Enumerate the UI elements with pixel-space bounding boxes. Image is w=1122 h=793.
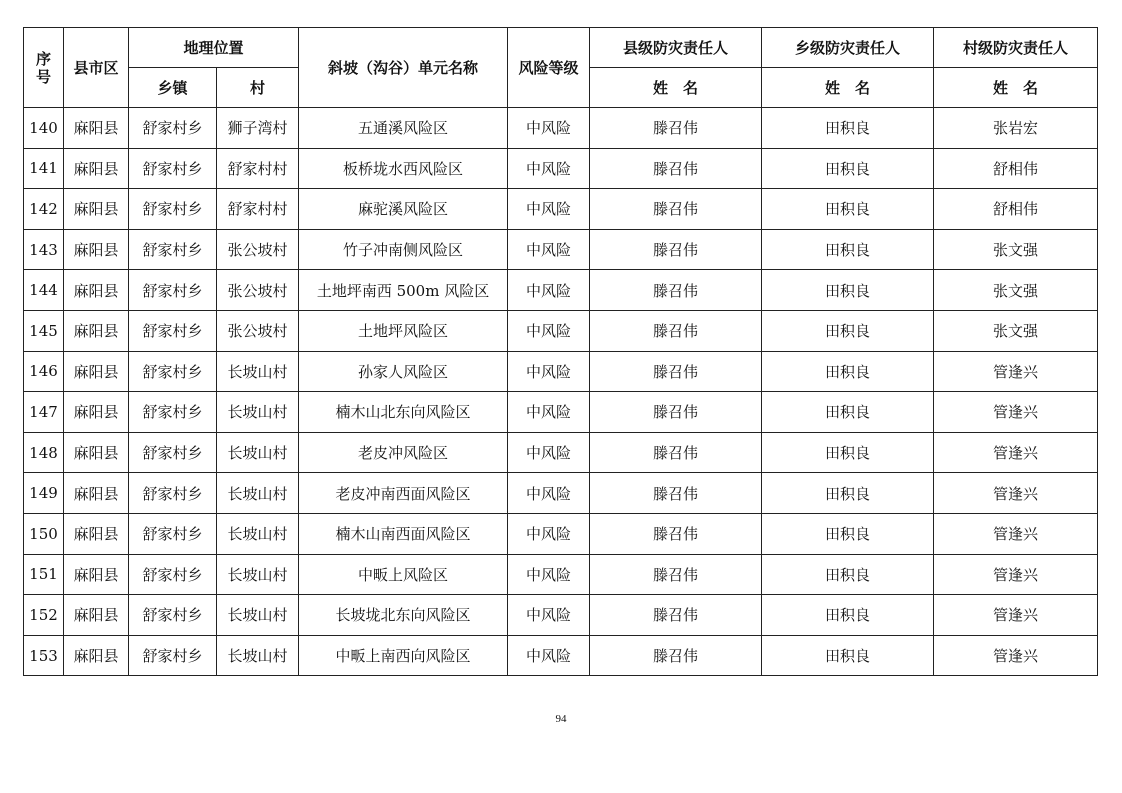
cell-village-responsible: 舒相伟 bbox=[934, 189, 1098, 230]
cell-county: 麻阳县 bbox=[64, 351, 129, 392]
cell-township-responsible: 田积良 bbox=[762, 513, 934, 554]
cell-seq: 149 bbox=[24, 473, 64, 514]
cell-county-responsible: 滕召伟 bbox=[590, 229, 762, 270]
cell-risk-level: 中风险 bbox=[508, 189, 590, 230]
header-seq-line2: 号 bbox=[35, 67, 51, 86]
risk-area-table bbox=[23, 27, 1098, 676]
cell-township-responsible: 田积良 bbox=[762, 189, 934, 230]
cell-county: 麻阳县 bbox=[64, 595, 129, 636]
header-county-responsible: 县级防灾责任人 bbox=[590, 28, 762, 68]
header-village-responsible: 村级防灾责任人 bbox=[934, 28, 1098, 68]
cell-risk-level: 中风险 bbox=[508, 270, 590, 311]
cell-risk-level: 中风险 bbox=[508, 554, 590, 595]
cell-risk-level: 中风险 bbox=[508, 635, 590, 676]
cell-village: 长坡山村 bbox=[217, 351, 299, 392]
header-slope-name: 斜坡（沟谷）单元名称 bbox=[299, 28, 508, 108]
cell-risk-level: 中风险 bbox=[508, 392, 590, 433]
cell-township: 舒家村乡 bbox=[129, 473, 217, 514]
cell-village-responsible: 张岩宏 bbox=[934, 108, 1098, 149]
header-seq bbox=[24, 28, 64, 108]
cell-township: 舒家村乡 bbox=[129, 310, 217, 351]
cell-risk-level: 中风险 bbox=[508, 513, 590, 554]
cell-township-responsible: 田积良 bbox=[762, 432, 934, 473]
cell-county: 麻阳县 bbox=[64, 635, 129, 676]
cell-county: 麻阳县 bbox=[64, 148, 129, 189]
header-county-name: 姓 名 bbox=[590, 68, 762, 108]
cell-slope-name: 长坡垅北东向风险区 bbox=[299, 595, 508, 636]
table-row bbox=[24, 635, 1098, 676]
cell-township-responsible: 田积良 bbox=[762, 270, 934, 311]
header-location: 地理位置 bbox=[129, 28, 299, 68]
cell-township: 舒家村乡 bbox=[129, 351, 217, 392]
cell-seq: 150 bbox=[24, 513, 64, 554]
cell-township-responsible: 田积良 bbox=[762, 392, 934, 433]
cell-township: 舒家村乡 bbox=[129, 392, 217, 433]
cell-village-responsible: 管逢兴 bbox=[934, 432, 1098, 473]
cell-village-responsible: 管逢兴 bbox=[934, 513, 1098, 554]
cell-village-responsible: 管逢兴 bbox=[934, 635, 1098, 676]
cell-village: 舒家村村 bbox=[217, 189, 299, 230]
cell-slope-name: 楠木山南西面风险区 bbox=[299, 513, 508, 554]
cell-county: 麻阳县 bbox=[64, 432, 129, 473]
table-row bbox=[24, 473, 1098, 514]
table-header bbox=[24, 28, 1098, 108]
cell-county-responsible: 滕召伟 bbox=[590, 554, 762, 595]
cell-risk-level: 中风险 bbox=[508, 351, 590, 392]
cell-risk-level: 中风险 bbox=[508, 148, 590, 189]
cell-village: 长坡山村 bbox=[217, 392, 299, 433]
table-row bbox=[24, 189, 1098, 230]
cell-risk-level: 中风险 bbox=[508, 473, 590, 514]
cell-county: 麻阳县 bbox=[64, 270, 129, 311]
cell-township: 舒家村乡 bbox=[129, 635, 217, 676]
cell-village-responsible: 管逢兴 bbox=[934, 554, 1098, 595]
cell-risk-level: 中风险 bbox=[508, 108, 590, 149]
cell-risk-level: 中风险 bbox=[508, 310, 590, 351]
cell-county-responsible: 滕召伟 bbox=[590, 351, 762, 392]
cell-village: 张公坡村 bbox=[217, 310, 299, 351]
cell-village-responsible: 舒相伟 bbox=[934, 148, 1098, 189]
cell-risk-level: 中风险 bbox=[508, 432, 590, 473]
cell-village-responsible: 张文强 bbox=[934, 270, 1098, 311]
cell-village: 舒家村村 bbox=[217, 148, 299, 189]
cell-seq: 151 bbox=[24, 554, 64, 595]
cell-township-responsible: 田积良 bbox=[762, 595, 934, 636]
cell-county-responsible: 滕召伟 bbox=[590, 270, 762, 311]
table-row bbox=[24, 108, 1098, 149]
table-row bbox=[24, 554, 1098, 595]
cell-seq: 144 bbox=[24, 270, 64, 311]
table-row bbox=[24, 432, 1098, 473]
cell-county-responsible: 滕召伟 bbox=[590, 595, 762, 636]
cell-slope-name: 孙家人风险区 bbox=[299, 351, 508, 392]
cell-village-responsible: 管逢兴 bbox=[934, 351, 1098, 392]
cell-county: 麻阳县 bbox=[64, 513, 129, 554]
cell-slope-name: 五通溪风险区 bbox=[299, 108, 508, 149]
cell-county-responsible: 滕召伟 bbox=[590, 635, 762, 676]
cell-seq: 146 bbox=[24, 351, 64, 392]
cell-county-responsible: 滕召伟 bbox=[590, 148, 762, 189]
table-row bbox=[24, 148, 1098, 189]
cell-slope-name: 麻驼溪风险区 bbox=[299, 189, 508, 230]
table-row bbox=[24, 310, 1098, 351]
header-township-name: 姓 名 bbox=[762, 68, 934, 108]
cell-township: 舒家村乡 bbox=[129, 513, 217, 554]
cell-county-responsible: 滕召伟 bbox=[590, 189, 762, 230]
header-county: 县市区 bbox=[64, 28, 129, 108]
cell-county: 麻阳县 bbox=[64, 473, 129, 514]
cell-seq: 145 bbox=[24, 310, 64, 351]
header-seq-line1: 序 bbox=[35, 49, 51, 68]
cell-slope-name: 土地坪南西 500m 风险区 bbox=[299, 270, 508, 311]
cell-county-responsible: 滕召伟 bbox=[590, 392, 762, 433]
cell-county: 麻阳县 bbox=[64, 554, 129, 595]
cell-slope-name: 土地坪风险区 bbox=[299, 310, 508, 351]
table-row bbox=[24, 392, 1098, 433]
cell-village-responsible: 管逢兴 bbox=[934, 392, 1098, 433]
table-row bbox=[24, 351, 1098, 392]
table-row bbox=[24, 595, 1098, 636]
cell-township-responsible: 田积良 bbox=[762, 229, 934, 270]
page-number: 94 bbox=[555, 713, 567, 725]
cell-village: 长坡山村 bbox=[217, 432, 299, 473]
table-body bbox=[24, 108, 1098, 676]
cell-village-responsible: 管逢兴 bbox=[934, 595, 1098, 636]
header-risk-level: 风险等级 bbox=[508, 28, 590, 108]
header-township: 乡镇 bbox=[129, 68, 217, 108]
cell-county-responsible: 滕召伟 bbox=[590, 473, 762, 514]
cell-township: 舒家村乡 bbox=[129, 554, 217, 595]
cell-county-responsible: 滕召伟 bbox=[590, 310, 762, 351]
cell-seq: 153 bbox=[24, 635, 64, 676]
cell-village: 长坡山村 bbox=[217, 554, 299, 595]
cell-slope-name: 板桥垅水西风险区 bbox=[299, 148, 508, 189]
table-row bbox=[24, 270, 1098, 311]
cell-county: 麻阳县 bbox=[64, 392, 129, 433]
cell-seq: 140 bbox=[24, 108, 64, 149]
cell-county-responsible: 滕召伟 bbox=[590, 432, 762, 473]
cell-seq: 142 bbox=[24, 189, 64, 230]
cell-slope-name: 老皮冲风险区 bbox=[299, 432, 508, 473]
cell-village: 狮子湾村 bbox=[217, 108, 299, 149]
cell-risk-level: 中风险 bbox=[508, 595, 590, 636]
cell-township: 舒家村乡 bbox=[129, 595, 217, 636]
table-row bbox=[24, 513, 1098, 554]
cell-village: 张公坡村 bbox=[217, 229, 299, 270]
cell-seq: 143 bbox=[24, 229, 64, 270]
cell-slope-name: 中畈上南西向风险区 bbox=[299, 635, 508, 676]
cell-slope-name: 老皮冲南西面风险区 bbox=[299, 473, 508, 514]
cell-seq: 141 bbox=[24, 148, 64, 189]
cell-township-responsible: 田积良 bbox=[762, 554, 934, 595]
cell-township: 舒家村乡 bbox=[129, 108, 217, 149]
cell-village: 长坡山村 bbox=[217, 635, 299, 676]
cell-village: 长坡山村 bbox=[217, 595, 299, 636]
cell-county-responsible: 滕召伟 bbox=[590, 108, 762, 149]
cell-village-responsible: 张文强 bbox=[934, 229, 1098, 270]
cell-seq: 152 bbox=[24, 595, 64, 636]
cell-slope-name: 楠木山北东向风险区 bbox=[299, 392, 508, 433]
header-township-responsible: 乡级防灾责任人 bbox=[762, 28, 934, 68]
header-village: 村 bbox=[217, 68, 299, 108]
cell-county: 麻阳县 bbox=[64, 108, 129, 149]
cell-township-responsible: 田积良 bbox=[762, 473, 934, 514]
cell-township-responsible: 田积良 bbox=[762, 351, 934, 392]
cell-village-responsible: 张文强 bbox=[934, 310, 1098, 351]
cell-county-responsible: 滕召伟 bbox=[590, 513, 762, 554]
cell-township-responsible: 田积良 bbox=[762, 635, 934, 676]
header-village-name: 姓 名 bbox=[934, 68, 1098, 108]
cell-township: 舒家村乡 bbox=[129, 229, 217, 270]
cell-seq: 148 bbox=[24, 432, 64, 473]
cell-township: 舒家村乡 bbox=[129, 270, 217, 311]
cell-village: 长坡山村 bbox=[217, 473, 299, 514]
cell-village: 张公坡村 bbox=[217, 270, 299, 311]
cell-village-responsible: 管逢兴 bbox=[934, 473, 1098, 514]
cell-risk-level: 中风险 bbox=[508, 229, 590, 270]
cell-seq: 147 bbox=[24, 392, 64, 433]
cell-slope-name: 竹子冲南侧风险区 bbox=[299, 229, 508, 270]
cell-township-responsible: 田积良 bbox=[762, 108, 934, 149]
cell-township: 舒家村乡 bbox=[129, 432, 217, 473]
cell-township: 舒家村乡 bbox=[129, 148, 217, 189]
cell-township: 舒家村乡 bbox=[129, 189, 217, 230]
cell-slope-name: 中畈上风险区 bbox=[299, 554, 508, 595]
cell-township-responsible: 田积良 bbox=[762, 148, 934, 189]
table-row bbox=[24, 229, 1098, 270]
cell-county: 麻阳县 bbox=[64, 189, 129, 230]
cell-township-responsible: 田积良 bbox=[762, 310, 934, 351]
cell-county: 麻阳县 bbox=[64, 310, 129, 351]
cell-village: 长坡山村 bbox=[217, 513, 299, 554]
cell-county: 麻阳县 bbox=[64, 229, 129, 270]
